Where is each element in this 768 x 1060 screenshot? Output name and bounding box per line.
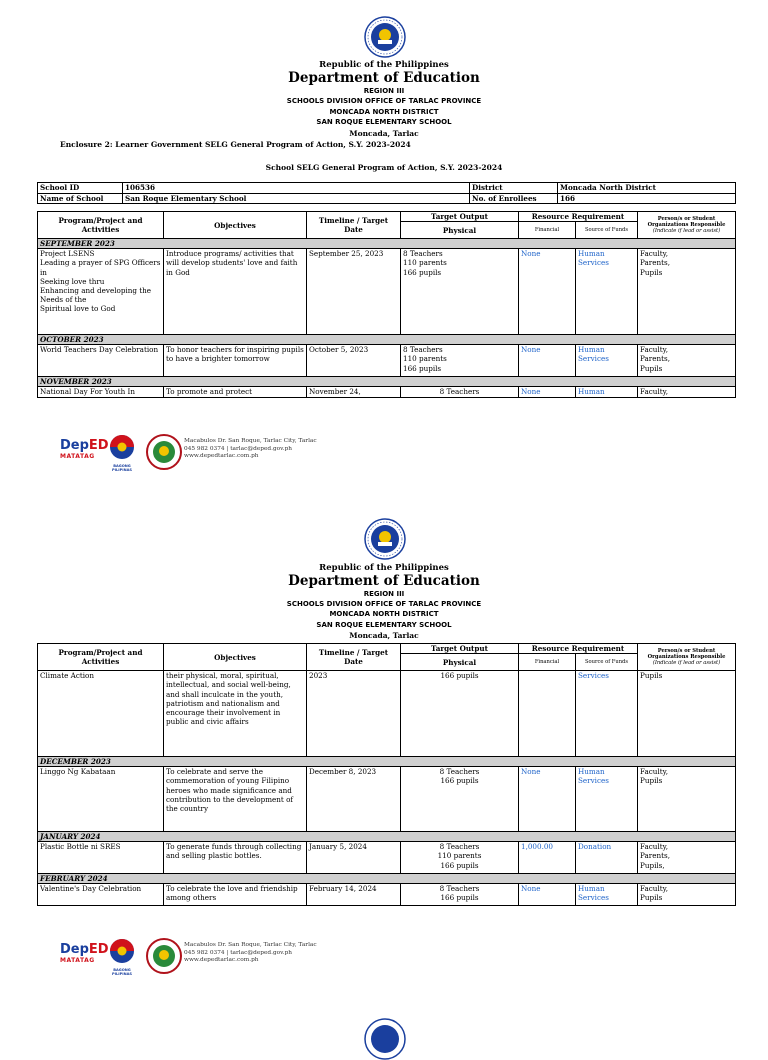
timeline-cell: September 25, 2023 bbox=[307, 249, 401, 335]
col-target-output: Target Output bbox=[401, 212, 519, 222]
financial-cell bbox=[519, 671, 576, 757]
col-source: Source of Funds bbox=[576, 222, 638, 239]
footer bbox=[60, 938, 460, 978]
bagong-pilipinas-logo: BAGONG PILIPINAS bbox=[104, 938, 140, 976]
objectives-cell: To celebrate the love and friendship among others bbox=[164, 884, 307, 906]
col-timeline: Timeline / Target Date bbox=[307, 644, 401, 671]
header-school: SAN ROQUE ELEMENTARY SCHOOL bbox=[316, 621, 452, 629]
month-row: SEPTEMBER 2023 bbox=[38, 239, 736, 249]
school-id-value: 106536 bbox=[123, 183, 470, 194]
header-school: SAN ROQUE ELEMENTARY SCHOOL bbox=[316, 118, 452, 126]
timeline-cell: February 14, 2024 bbox=[307, 884, 401, 906]
col-persons: Person/s or Student Organizations Responsible (Indicate if lead or assist) bbox=[638, 212, 736, 239]
objectives-cell: To generate funds through collecting and selling plastic bottles. bbox=[164, 842, 307, 874]
objectives-cell: To promote and protect bbox=[164, 387, 307, 398]
header-region: REGION III bbox=[363, 590, 405, 598]
col-objectives: Objectives bbox=[164, 212, 307, 239]
deped-seal-icon bbox=[364, 518, 406, 560]
month-row: JANUARY 2024 bbox=[38, 832, 736, 842]
table-row bbox=[38, 249, 736, 335]
table-row bbox=[38, 387, 736, 398]
source-cell: Donation bbox=[576, 842, 638, 874]
col-program: Program/Project and Activities bbox=[38, 212, 164, 239]
header-department: Department of Education bbox=[288, 573, 480, 589]
program-table-page-2 bbox=[37, 643, 736, 906]
persons-cell: Faculty, Parents, Pupils bbox=[638, 249, 736, 335]
header-division: SCHOOLS DIVISION OFFICE OF TARLAC PROVINCE bbox=[286, 97, 482, 105]
col-objectives: Objectives bbox=[164, 644, 307, 671]
persons-cell: Faculty, Parents, Pupils bbox=[638, 345, 736, 377]
enrollees-value: 166 bbox=[558, 193, 736, 204]
financial-cell: None bbox=[519, 767, 576, 832]
timeline-cell: January 5, 2024 bbox=[307, 842, 401, 874]
school-name-label: Name of School bbox=[38, 193, 123, 204]
program-cell: Plastic Bottle ni SRES bbox=[38, 842, 164, 874]
table-row bbox=[38, 884, 736, 906]
month-row: NOVEMBER 2023 bbox=[38, 377, 736, 387]
persons-cell: Faculty, Pupils bbox=[638, 884, 736, 906]
timeline-cell: 2023 bbox=[307, 671, 401, 757]
program-cell: World Teachers Day Celebration bbox=[38, 345, 164, 377]
physical-cell: 8 Teachers 110 parents 166 pupils bbox=[401, 842, 519, 874]
bagong-pilipinas-icon bbox=[104, 434, 140, 464]
objectives-cell: To celebrate and serve the commemoration of young Filipino heroes who made significance and contribution to the development of the country bbox=[164, 767, 307, 832]
footer-address: Macabulos Dr. San Roque, Tarlac City, Tarlac 045 982 0374 | tarlac@deped.gov.ph www.depedtarlac.com.ph bbox=[184, 942, 317, 963]
bagong-pilipinas-icon bbox=[104, 938, 140, 968]
col-resource: Resource Requirement bbox=[519, 644, 638, 654]
col-timeline: Timeline / Target Date bbox=[307, 212, 401, 239]
deped-seal-icon bbox=[364, 16, 406, 58]
header-republic: Republic of the Philippines bbox=[319, 60, 449, 70]
district-value: Moncada North District bbox=[558, 183, 736, 194]
financial-cell: None bbox=[519, 387, 576, 398]
physical-cell: 8 Teachers 110 parents 166 pupils bbox=[401, 249, 519, 335]
source-cell: Human Services bbox=[576, 249, 638, 335]
physical-cell: 166 pupils bbox=[401, 671, 519, 757]
source-cell: Human bbox=[576, 387, 638, 398]
month-row: OCTOBER 2023 bbox=[38, 335, 736, 345]
table-row bbox=[38, 842, 736, 874]
header-republic: Republic of the Philippines bbox=[319, 563, 449, 573]
col-target-output: Target Output bbox=[401, 644, 519, 654]
footer bbox=[60, 434, 460, 474]
col-resource: Resource Requirement bbox=[519, 212, 638, 222]
sdo-tarlac-seal-icon bbox=[146, 434, 182, 470]
program-table-page-1 bbox=[37, 211, 736, 398]
school-info-table bbox=[37, 182, 736, 204]
deped-matatag-logo: DepED MATATAG bbox=[60, 438, 109, 460]
financial-cell: 1,000.00 bbox=[519, 842, 576, 874]
col-physical: Physical bbox=[401, 222, 519, 239]
col-financial: Financial bbox=[519, 654, 576, 671]
source-cell: Human Services bbox=[576, 345, 638, 377]
sdo-tarlac-seal-icon bbox=[146, 938, 182, 974]
col-persons: Person/s or Student Organizations Responsible (Indicate if lead or assist) bbox=[638, 644, 736, 671]
persons-cell: Faculty, Parents, Pupils, bbox=[638, 842, 736, 874]
source-cell: Human Services bbox=[576, 884, 638, 906]
persons-cell: Faculty, Pupils bbox=[638, 767, 736, 832]
objectives-cell: their physical, moral, spiritual, intellectual, and social well-being, and shall inculcate in the youth, patriotism and nationalism and encourage their involvement in public and civic affairs bbox=[164, 671, 307, 757]
school-id-label: School ID bbox=[38, 183, 123, 194]
header-department: Department of Education bbox=[288, 70, 480, 86]
source-cell: Services bbox=[576, 671, 638, 757]
col-source: Source of Funds bbox=[576, 654, 638, 671]
source-cell: Human Services bbox=[576, 767, 638, 832]
objectives-cell: To honor teachers for inspiring pupils to have a brighter tomorrow bbox=[164, 345, 307, 377]
program-cell: National Day For Youth In bbox=[38, 387, 164, 398]
bagong-pilipinas-logo: BAGONG PILIPINAS bbox=[104, 434, 140, 472]
objectives-cell: Introduce programs/ activities that will develop students' love and faith in God bbox=[164, 249, 307, 335]
col-program: Program/Project and Activities bbox=[38, 644, 164, 671]
timeline-cell: December 8, 2023 bbox=[307, 767, 401, 832]
col-financial: Financial bbox=[519, 222, 576, 239]
school-name-value: San Roque Elementary School bbox=[123, 193, 470, 204]
deped-matatag-logo: DepED MATATAG bbox=[60, 942, 109, 964]
physical-cell: 8 Teachers 110 parents 166 pupils bbox=[401, 345, 519, 377]
physical-cell: 8 Teachers bbox=[401, 387, 519, 398]
table-row bbox=[38, 345, 736, 377]
header-district: MONCADA NORTH DISTRICT bbox=[329, 108, 439, 116]
enrollees-label: No. of Enrollees bbox=[470, 193, 558, 204]
program-cell: Linggo Ng Kabataan bbox=[38, 767, 164, 832]
financial-cell: None bbox=[519, 249, 576, 335]
financial-cell: None bbox=[519, 884, 576, 906]
col-physical: Physical bbox=[401, 654, 519, 671]
month-row: DECEMBER 2023 bbox=[38, 757, 736, 767]
header-town: Moncada, Tarlac bbox=[349, 129, 419, 138]
footer-address: Macabulos Dr. San Roque, Tarlac City, Tarlac 045 982 0374 | tarlac@deped.gov.ph www.depedtarlac.com.ph bbox=[184, 438, 317, 459]
persons-cell: Faculty, bbox=[638, 387, 736, 398]
program-cell: Climate Action bbox=[38, 671, 164, 757]
physical-cell: 8 Teachers 166 pupils bbox=[401, 767, 519, 832]
timeline-cell: November 24, bbox=[307, 387, 401, 398]
table-row bbox=[38, 671, 736, 757]
table-row bbox=[38, 767, 736, 832]
district-label: District bbox=[470, 183, 558, 194]
month-row: FEBRUARY 2024 bbox=[38, 874, 736, 884]
header-district: MONCADA NORTH DISTRICT bbox=[329, 610, 439, 618]
deped-seal-icon bbox=[364, 1018, 406, 1060]
header-division: SCHOOLS DIVISION OFFICE OF TARLAC PROVINCE bbox=[286, 600, 482, 608]
persons-cell: Pupils bbox=[638, 671, 736, 757]
program-title: School SELG General Program of Action, S.Y. 2023-2024 bbox=[265, 163, 503, 172]
timeline-cell: October 5, 2023 bbox=[307, 345, 401, 377]
program-cell: Valentine's Day Celebration bbox=[38, 884, 164, 906]
header-region: REGION III bbox=[363, 87, 405, 95]
program-cell: Project LSENS Leading a prayer of SPG Officers in Seeking love thru Enhancing and developing the Needs of the Spiritual love to God bbox=[38, 249, 164, 335]
financial-cell: None bbox=[519, 345, 576, 377]
physical-cell: 8 Teachers 166 pupils bbox=[401, 884, 519, 906]
enclosure-title: Enclosure 2: Learner Government SELG General Program of Action, S.Y. 2023-2024 bbox=[60, 140, 411, 149]
header-town: Moncada, Tarlac bbox=[349, 631, 419, 640]
